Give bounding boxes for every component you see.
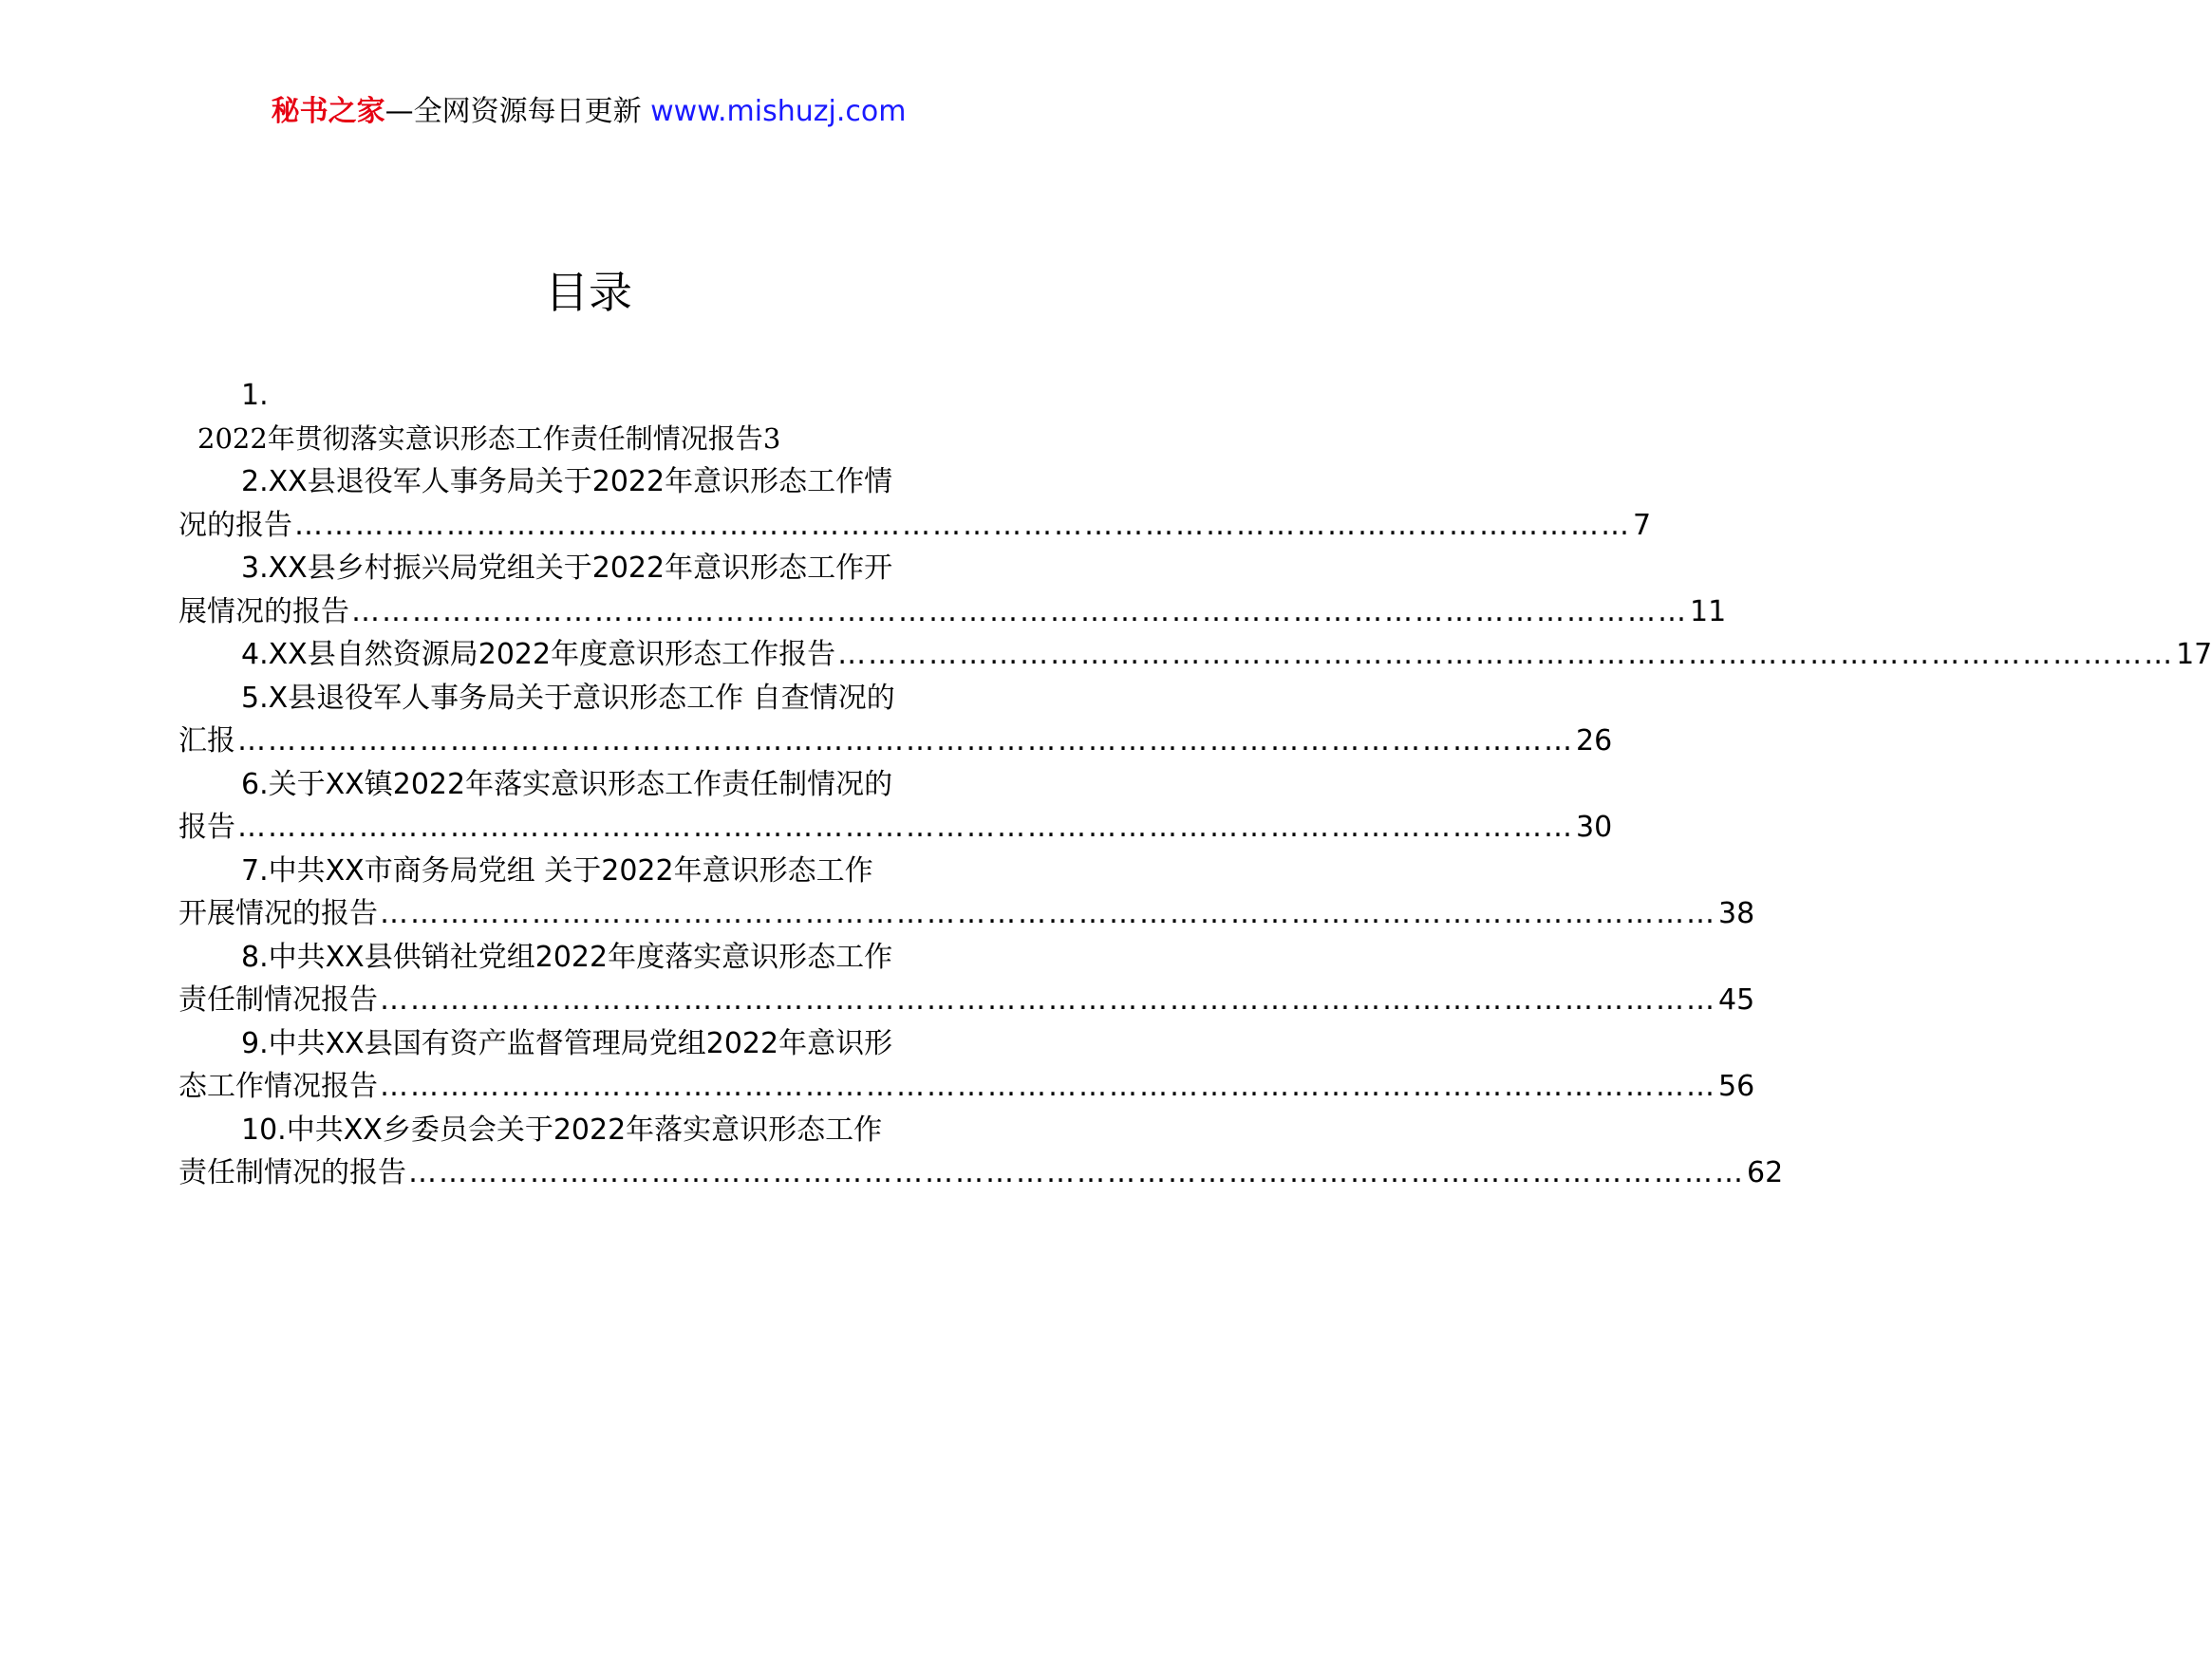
toc-entry-title-cont: 开展情况的报告 xyxy=(178,897,378,930)
toc-entry-6[interactable] xyxy=(178,763,1613,850)
dot-leader: …………………………………………………………………………………………………………………… xyxy=(351,594,1688,628)
dot-leader: …………………………………………………………………………………………………………………… xyxy=(380,897,1716,930)
toc-page-number: 3 xyxy=(762,421,781,455)
toc-page-number: 26 xyxy=(1576,724,1613,758)
page-title: 目录 xyxy=(545,267,632,318)
site-header xyxy=(0,93,1177,131)
toc-page-number: 11 xyxy=(1690,594,1727,628)
toc-entry-title: 7.中共XX市商务局党组 关于2022年意识形态工作 xyxy=(241,853,873,888)
toc-entry-1[interactable] xyxy=(178,374,995,460)
toc-entry-title: 9.中共XX县国有资产监督管理局党组2022年意识形 xyxy=(241,1026,893,1060)
dot-leader: …………………………………………………………………………………………………………………… xyxy=(294,508,1631,542)
toc-entry-8[interactable] xyxy=(178,936,1755,1022)
toc-page-number: 62 xyxy=(1747,1156,1784,1189)
toc-entry-4[interactable] xyxy=(178,633,2212,677)
toc-entry-title: 4.XX县自然资源局2022年度意识形态工作报告 xyxy=(241,638,836,671)
toc-entry-title-cont: 态工作情况报告 xyxy=(178,1070,378,1103)
toc-entry-title: 2022年贯彻落实意识形态工作责任制情况报告 xyxy=(197,421,763,455)
toc-entry-title: 10.中共XX乡委员会关于2022年落实意识形态工作 xyxy=(241,1113,883,1147)
dot-leader: …………………………………………………………………………………………………………………… xyxy=(237,811,1574,844)
toc-entry-title: 3.XX县乡村振兴局党组关于2022年意识形态工作开 xyxy=(241,552,893,585)
toc-page-number: 7 xyxy=(1633,508,1652,542)
toc-entry-title-cont: 报告 xyxy=(178,811,235,844)
toc-page-number: 38 xyxy=(1718,897,1755,930)
toc-entry-5[interactable] xyxy=(178,677,1613,763)
header-tagline: —全网资源每日更新 xyxy=(384,95,642,128)
toc-entry-7[interactable] xyxy=(178,850,1755,936)
toc-entry-title: 6.关于XX镇2022年落实意识形态工作责任制情况的 xyxy=(241,767,893,801)
toc-entry-title: 8.中共XX县供销社党组2022年度落实意识形态工作 xyxy=(241,940,893,974)
toc-entry-title-cont: 责任制情况报告 xyxy=(178,983,378,1017)
toc-entry-title: 5.X县退役军人事务局关于意识形态工作 自查情况的 xyxy=(241,681,895,715)
dot-leader: …………………………………………………………………………………………………………………… xyxy=(408,1156,1745,1189)
toc-entry-3[interactable] xyxy=(178,547,1727,633)
toc-entry-title: 2.XX县退役军人事务局关于2022年意识形态工作情 xyxy=(241,465,893,498)
toc-entry-9[interactable] xyxy=(178,1022,1755,1109)
site-url-link[interactable]: www.mishuzj.com xyxy=(650,95,907,128)
brand-name: 秘书之家 xyxy=(271,95,385,128)
dot-leader: …………………………………………………………………………………………………………………… xyxy=(837,638,2175,671)
dot-leader: …………………………………………………………………………………………………………………… xyxy=(380,1070,1716,1103)
toc-entry-text xyxy=(178,418,995,461)
toc-page-number: 30 xyxy=(1576,811,1613,844)
toc-entry-number: 1. xyxy=(241,379,269,412)
toc-entry-title-cont: 况的报告 xyxy=(178,508,292,542)
table-of-contents xyxy=(178,374,2212,1195)
toc-entry-10[interactable] xyxy=(178,1109,1784,1195)
toc-entry-title-cont: 责任制情况的报告 xyxy=(178,1156,406,1189)
toc-entry-title-cont: 展情况的报告 xyxy=(178,594,349,628)
dot-leader: …………………………………………………………………………………………………………………… xyxy=(237,724,1574,758)
toc-entry-title-cont: 汇报 xyxy=(178,724,235,758)
toc-page-number: 56 xyxy=(1718,1070,1755,1103)
dot-leader: …………………………………………………………………………………………………………………… xyxy=(380,983,1716,1017)
toc-page-number: 45 xyxy=(1718,983,1755,1017)
toc-entry-2[interactable] xyxy=(178,460,1652,547)
toc-page-number: 17 xyxy=(2176,638,2212,671)
